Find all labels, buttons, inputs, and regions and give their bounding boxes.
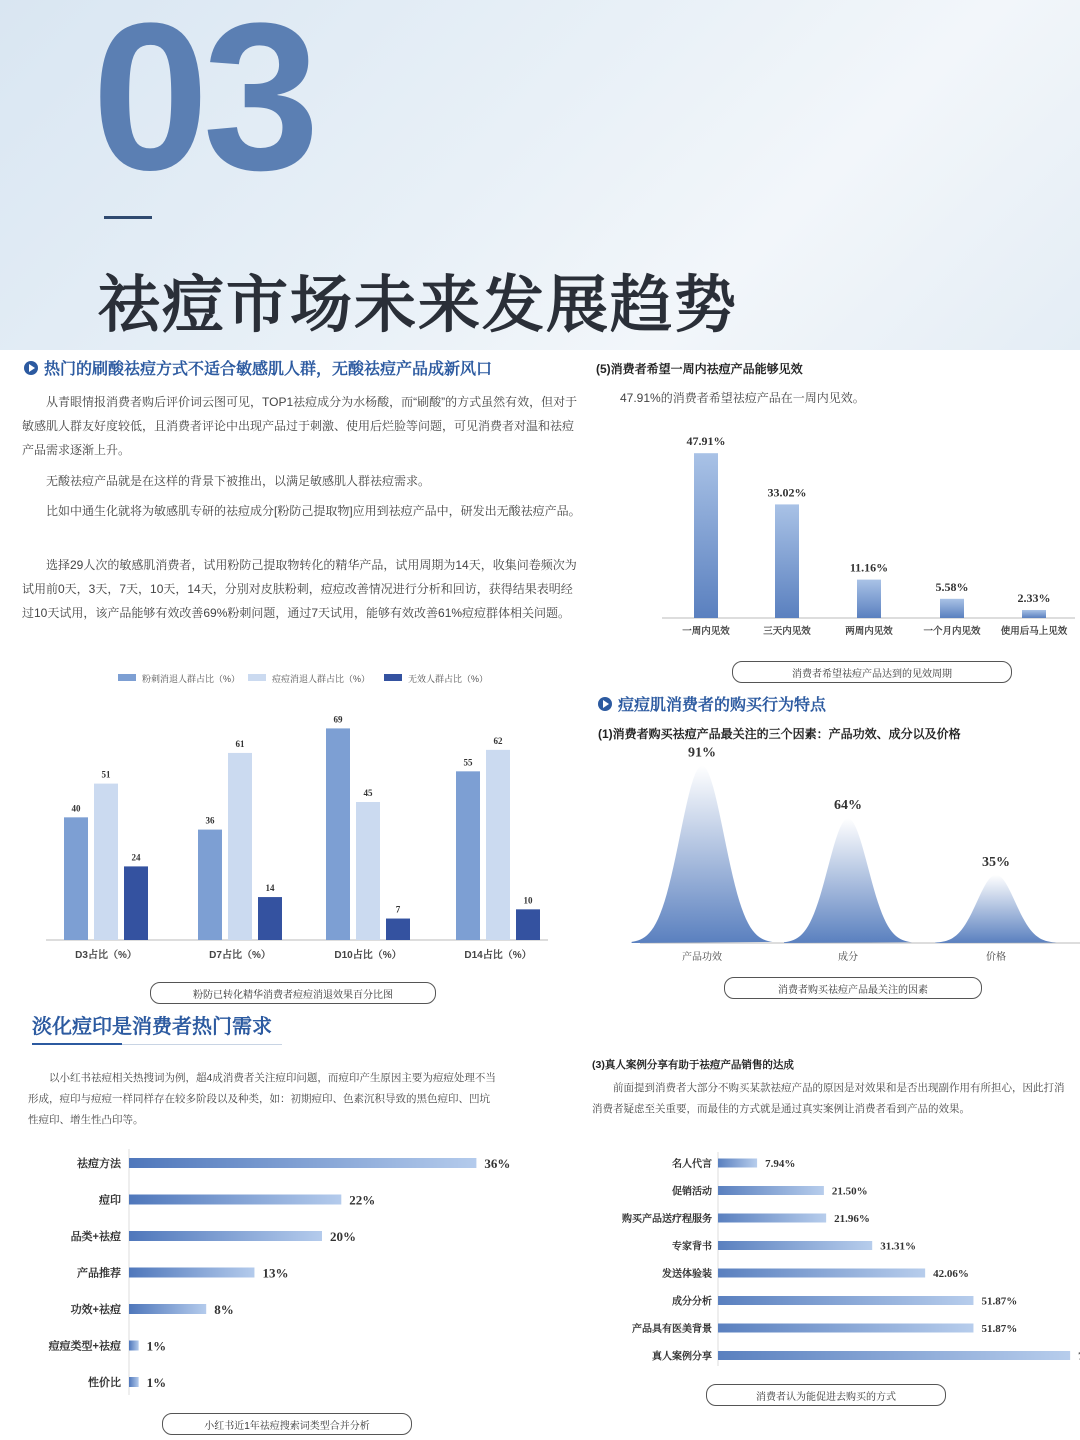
data-label: 21.96% [834,1213,870,1225]
bar [718,1351,1070,1360]
category-label: 真人案例分享 [652,1351,712,1363]
data-label: 13% [262,1265,289,1281]
bar [129,1377,139,1387]
legend-label: 痘痘消退人群占比（%） [272,674,371,684]
category-label: 品类+祛痘 [70,1231,121,1243]
category-label: 一个月内见效 [923,626,981,637]
period-chart-caption: 消费者希望祛痘产品达到的见效周期 [732,661,1012,683]
data-label: 11.16% [849,560,889,575]
section-heading-text: 热门的刷酸祛痘方式不适合敏感肌人群，无酸祛痘产品成新风口 [44,361,493,378]
paragraph-2: 无酸祛痘产品就是在这样的背景下被推出，以满足敏感肌人群祛痘需求。 [46,474,431,488]
bar [129,1268,254,1278]
promote-subheading: (3)真人案例分享有助于祛痘产品销售的达成 [592,1059,794,1071]
bar [718,1159,757,1168]
searches-bar-chart [0,1145,560,1400]
category-label: 祛痘方法 [77,1158,121,1170]
data-label: 51 [101,769,111,780]
bar [258,897,282,940]
section-heading-buying [598,692,826,715]
data-label: 55 [463,757,473,768]
data-label: 64% [834,798,862,814]
bell-area [784,818,912,943]
data-label: 5.58% [935,579,969,594]
data-label: 91% [688,745,716,761]
data-label: 69 [333,714,343,725]
paragraph-1: 从青眼情报消费者购后评价词云图可见，TOP1祛痘成分为水杨酸，而“刷酸”的方式虽然有效，但对于敏感肌人群友好度较低，且消费者评论中出现产品过于刺激、使用后烂脸等问题，可见消费者对温和祛痘产品需求逐渐上升。 [22,395,578,457]
data-label: 51.87% [981,1295,1018,1308]
bar [694,453,718,618]
bar [718,1186,824,1195]
section-number: 03 [92,0,314,214]
category-label: 产品具有医美背景 [632,1324,712,1335]
bar [129,1231,322,1241]
data-label: 61 [235,738,245,749]
bar [198,830,222,940]
category-label: D14占比（%） [464,950,532,961]
paragraph-3: 比如中通生化就将为敏感肌专研的祛痘成分[粉防己提取物]应用到祛痘产品中，研发出无酸祛痘产品。 [46,504,581,518]
play-bullet-icon [598,697,612,711]
legend-swatch [248,674,266,681]
bar [94,784,118,940]
data-label: 21.50% [831,1185,868,1198]
bar [775,504,799,618]
category-label: 使用后马上见效 [1000,626,1068,637]
data-label: 7.94% [765,1158,796,1170]
period-subheading: (5)消费者希望一周内祛痘产品能够见效 [596,362,803,376]
bell-area [632,766,773,944]
category-label: 痘印 [99,1194,121,1207]
category-label: 一周内见效 [682,626,730,637]
fade-marks-heading: 淡化痘印是消费者热门需求 [32,1016,272,1038]
category-label: 名人代言 [672,1159,712,1170]
data-label: 14 [265,883,275,894]
data-label: 10 [523,895,533,906]
period-text: 47.91%的消费者希望祛痘产品在一周内见效。 [620,391,865,405]
bar [718,1214,826,1223]
legend-swatch [118,674,136,681]
effect-grouped-bar-chart [0,665,590,965]
legend-swatch [384,674,402,681]
bar [1022,610,1046,618]
factors-chart-caption: 消费者购买祛痘产品最关注的因素 [724,977,982,999]
data-label: 31.31% [880,1240,916,1253]
category-label: D7占比（%） [209,950,271,961]
bar [356,802,380,940]
data-label: 47.91% [686,434,726,449]
data-label: 1% [146,1375,167,1390]
bar [129,1304,206,1314]
paragraph-4: 选择29人次的敏感肌消费者，试用粉防己提取物转化的精华产品，试用周期为14天，收集问卷频次为试用前0天，3天，7天，10天，14天，分别对皮肤粉刺，痘痘改善情况进行分析和回访，获得结果表明经过10天试用，该产品能够有效改善69%粉刺问题，通过7天试用，能够有效改善61%痘痘群体相关问题。 [22,558,577,620]
factors-subheading: (1)消费者购买祛痘产品最关注的三个因素：产品功效、成分以及价格 [598,727,961,741]
fade-text: 以小红书祛痘相关热搜词为例，超4成消费者关注痘印问题，而痘印产生原因主要为痘痘处理不当形成，痘印与痘痘一样同样存在较多阶段以及种类，如：初期痘印、色素沉积导致的黑色痘印、凹坑性痘印、增生性凸印等。 [28,1072,496,1126]
section-heading-text: 痘痘肌消费者的购买行为特点 [618,697,827,714]
promote-bar-chart [590,1150,1070,1370]
bar [456,771,480,940]
category-label: 发送体验装 [662,1269,712,1280]
bar [718,1296,973,1305]
bar [516,909,540,940]
section-heading-acid-free [24,356,492,379]
effect-chart-caption: 粉防已转化精华消费者痘痘消退效果百分比图 [150,982,436,1004]
promote-text: 前面提到消费者大部分不购买某款祛痘产品的原因是对效果和是否出现副作用有所担心，因此打消消费者疑虑至关重要，而最佳的方式就是通过真实案例让消费者看到产品的效果。 [592,1082,1065,1115]
bar [326,728,350,940]
data-label: 35% [982,854,1010,870]
data-label: 22% [349,1192,376,1208]
bar [718,1324,973,1333]
legend-label: 粉刺消退人群占比（%） [142,674,241,684]
legend-label: 无效人群占比（%） [408,674,489,684]
data-label: 33.02% [767,485,807,500]
searches-chart-caption: 小红书近1年祛痘搜索词类型合并分析 [162,1413,412,1435]
data-label: 51.87% [981,1323,1018,1335]
category-label: 价格 [986,952,1006,963]
data-label: 40 [71,803,81,814]
category-label: 促销活动 [672,1186,712,1198]
period-bar-chart [660,420,1080,645]
category-label: 产品功效 [682,952,722,963]
bar [228,753,252,940]
data-label: 42.06% [933,1268,969,1280]
factors-bell-chart [640,745,1080,970]
bar [124,866,148,940]
category-label: 产品推荐 [77,1267,121,1280]
title-dash [104,216,152,219]
category-label: 专家背书 [672,1241,712,1253]
heading-underline-light [122,1044,282,1045]
bar [940,599,964,618]
category-label: D10占比（%） [334,950,402,961]
data-label: 7 [395,904,401,915]
bar [857,580,881,618]
category-label: 性价比 [88,1377,121,1389]
bar [129,1341,139,1351]
category-label: 痘痘类型+祛痘 [48,1340,121,1353]
play-bullet-icon [24,361,38,375]
bar [486,750,510,940]
data-label: 2.33% [1017,590,1051,605]
category-label: 两周内见效 [845,626,893,637]
data-label: 62 [493,735,503,746]
bar [386,919,410,940]
category-label: 成分分析 [672,1296,712,1308]
bell-area [935,875,1057,943]
hero-banner [0,0,1080,350]
category-label: 功效+祛痘 [70,1304,121,1316]
data-label: 36% [484,1156,511,1171]
category-label: 三天内见效 [763,626,811,637]
bar [129,1195,341,1205]
category-label: 成分 [838,952,858,963]
data-label: 45 [363,788,373,798]
data-label: 20% [330,1229,356,1244]
promote-chart-caption: 消费者认为能促进去购买的方式 [706,1384,946,1406]
page-title: 祛痘市场未来发展趋势 [98,271,739,340]
category-label: 购买产品送疗程服务 [622,1214,712,1225]
data-label: 1% [146,1338,167,1354]
data-label: 36 [205,815,215,826]
category-label: D3占比（%） [75,950,137,961]
bar [718,1269,925,1278]
data-label: 24 [131,852,141,863]
heading-underline [32,1043,122,1045]
bar [64,817,88,940]
bar [129,1158,476,1168]
data-label: 8% [214,1302,234,1317]
bar [718,1241,872,1250]
